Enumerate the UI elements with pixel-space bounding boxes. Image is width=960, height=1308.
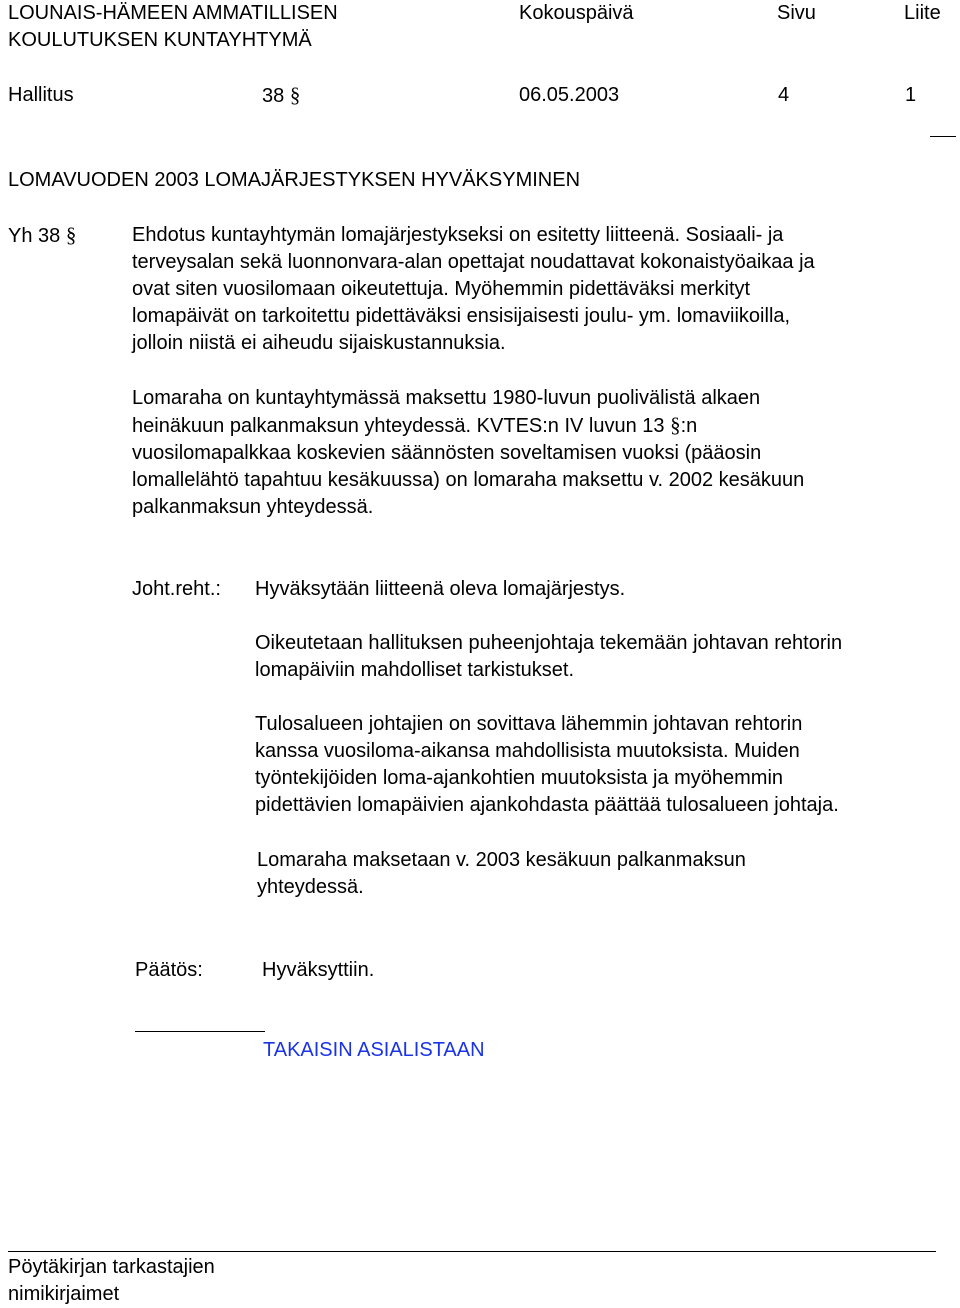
link-separator: [135, 1031, 265, 1032]
page-label: Sivu: [777, 2, 816, 24]
body-paragraph-1: [132, 222, 815, 357]
proposal-line-1: Hyväksytään liitteenä oleva lomajärjestys.: [255, 578, 626, 600]
footer-divider: [8, 1251, 936, 1252]
page-number: 4: [778, 84, 790, 106]
appendix-label: Liite: [904, 2, 941, 24]
paragraph-line: Ehdotus kuntayhtymän lomajärjestykseksi on esitetty liitteenä. Sosiaali- ja: [132, 224, 784, 246]
section-symbol: §: [670, 413, 681, 437]
paragraph-line: terveysalan sekä luonnonvara-alan opettajat noudattavat kokonaistyöaikaa ja: [132, 251, 815, 273]
footer-line-2: nimikirjaimet: [8, 1283, 120, 1305]
paragraph-line: lomallelähtö tapahtuu kesäkuussa) on lomaraha maksettu v. 2002 kesäkuun: [132, 469, 805, 491]
body-name: Hallitus: [8, 84, 74, 106]
paragraph-line: Oikeutetaan hallituksen puheenjohtaja tekemään johtavan rehtorin: [255, 632, 843, 654]
paragraph-line: lomapäivät on tarkoitettu pidettäväksi ensisijaisesti joulu- ym. lomaviikoilla,: [132, 305, 791, 327]
footer-line-1: Pöytäkirjan tarkastajien: [8, 1256, 215, 1278]
document-title: LOMAVUODEN 2003 LOMAJÄRJESTYKSEN HYVÄKSYMINEN: [8, 169, 581, 191]
paragraph-line: Tulosalueen johtajien on sovittava lähemmin johtavan rehtorin: [255, 713, 803, 735]
appendix-number: 1: [905, 84, 917, 106]
paragraph-line: Lomaraha maksetaan v. 2003 kesäkuun palkanmaksun: [257, 849, 746, 871]
paragraph-line-text: heinäkuun palkanmaksun yhteydessä. KVTES:n IV luvun 13: [132, 415, 665, 437]
paragraph-line: [132, 412, 804, 440]
paragraph-line: jolloin niistä ei aiheudu sijaiskustannuksia.: [132, 332, 506, 354]
paragraph-line: ovat siten vuosilomaan oikeutettuja. Myöhemmin pidettäväksi merkityt: [132, 278, 751, 300]
paragraph-line: lomapäiviin mahdolliset tarkistukset.: [255, 659, 575, 681]
proposal-label: Joht.reht.:: [132, 578, 221, 600]
paragraph-line: Lomaraha on kuntayhtymässä maksettu 1980-luvun puolivälistä alkaen: [132, 387, 761, 409]
proposal-paragraph-3: [255, 711, 839, 819]
paragraph-line-suffix: :n: [680, 415, 698, 437]
paragraph-line: kanssa vuosiloma-aikansa mahdollisista muutoksista. Muiden: [255, 740, 800, 762]
decision-label: Päätös:: [135, 959, 203, 981]
back-to-agenda-link[interactable]: TAKAISIN ASIALISTAAN: [263, 1039, 485, 1061]
section-number-value: 38: [262, 85, 285, 107]
paragraph-line: vuosilomapalkkaa koskevien säännösten soveltamisen vuoksi (pääosin: [132, 442, 762, 464]
decision-value: Hyväksyttiin.: [262, 959, 375, 981]
item-reference: [8, 222, 76, 250]
paragraph-line: yhteydessä.: [257, 876, 364, 898]
paragraph-line: palkanmaksun yhteydessä.: [132, 496, 374, 518]
paragraph-line: työntekijöiden loma-ajankohtien muutoksista ja myöhemmin: [255, 767, 784, 789]
meeting-date: 06.05.2003: [519, 84, 620, 106]
section-number: [262, 82, 300, 110]
proposal-paragraph-4: [257, 847, 746, 901]
paragraph-line: pidettävien lomapäivien ajankohdasta päättää tulosalueen johtaja.: [255, 794, 839, 816]
proposal-paragraph-2: [255, 630, 842, 684]
org-name-line1: LOUNAIS-HÄMEEN AMMATILLISEN: [8, 2, 338, 24]
item-section-symbol: §: [65, 223, 77, 247]
section-symbol: §: [289, 83, 301, 107]
meeting-date-label: Kokouspäivä: [519, 2, 634, 24]
item-reference-label: Yh 38: [8, 225, 61, 247]
org-name-line2: KOULUTUKSEN KUNTAYHTYMÄ: [8, 29, 312, 51]
body-paragraph-2: [132, 385, 804, 521]
header-divider: [930, 136, 956, 137]
